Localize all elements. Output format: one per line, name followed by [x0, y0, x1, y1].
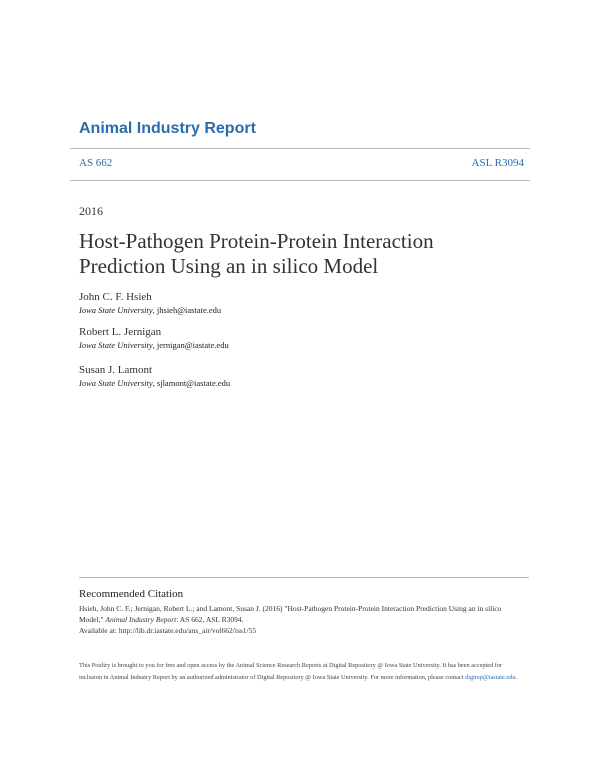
affiliation-text: Iowa State University	[79, 340, 153, 350]
author-name: Robert L. Jernigan	[79, 326, 162, 338]
author-affiliation: Iowa State University, jhsieh@iastate.edu	[79, 305, 222, 315]
affiliation-text: Iowa State University	[79, 305, 153, 315]
citation-journal: Animal Industry Report	[105, 615, 177, 624]
citation-line: Hsieh, John C. F.; Jernigan, Robert L.; and Lamont, Susan J. (2016) "Host-Pathogen Protein-Protein Interaction Prediction Using an in silico Model,"	[79, 604, 502, 624]
notice-text: This Poultry is brought to you for free and open access by the Animal Science Research Reports at Digital Repository @ Iowa State University. It has been accepted for inclusion in Animal Industry Report by an authorized administrator of Digital Repository @ Iowa State University. For more information, please contact	[79, 662, 503, 681]
series-number-link[interactable]: AS 662	[79, 157, 113, 169]
divider	[70, 180, 530, 181]
author-email-link[interactable]: jhsieh@iastate.edu	[156, 305, 222, 315]
article-title: Host-Pathogen Protein-Protein Interaction Prediction Using an in silico Model	[79, 229, 434, 278]
contact-email-link[interactable]: digirep@iastate.edu	[465, 674, 516, 681]
journal-title[interactable]: Animal Industry Report	[79, 120, 256, 137]
report-number-link[interactable]: ASL R3094	[471, 157, 524, 169]
citation-text	[79, 603, 524, 636]
author-block	[79, 326, 229, 350]
author-email-link[interactable]: sjlamont@iastate.edu	[156, 378, 231, 388]
publication-year: 2016	[79, 204, 103, 218]
repository-notice	[79, 660, 524, 684]
divider	[79, 577, 529, 578]
author-affiliation: Iowa State University, jernigan@iastate.edu	[79, 340, 229, 350]
affiliation-text: Iowa State University	[79, 378, 153, 388]
recommended-citation-heading: Recommended Citation	[79, 588, 184, 600]
author-affiliation: Iowa State University, sjlamont@iastate.edu	[79, 378, 231, 388]
author-name: Susan J. Lamont	[79, 364, 153, 376]
notice-end: .	[515, 674, 518, 681]
divider	[70, 148, 530, 149]
author-block	[79, 291, 221, 315]
author-name: John C. F. Hsieh	[79, 291, 152, 303]
citation-issue: : AS 662, ASL R3094.	[176, 615, 244, 624]
author-email-link[interactable]: jernigan@iastate.edu	[156, 340, 229, 350]
author-block	[79, 364, 230, 388]
citation-url[interactable]: Available at: http://lib.dr.iastate.edu/ans_air/vol662/iss1/55	[79, 626, 257, 635]
